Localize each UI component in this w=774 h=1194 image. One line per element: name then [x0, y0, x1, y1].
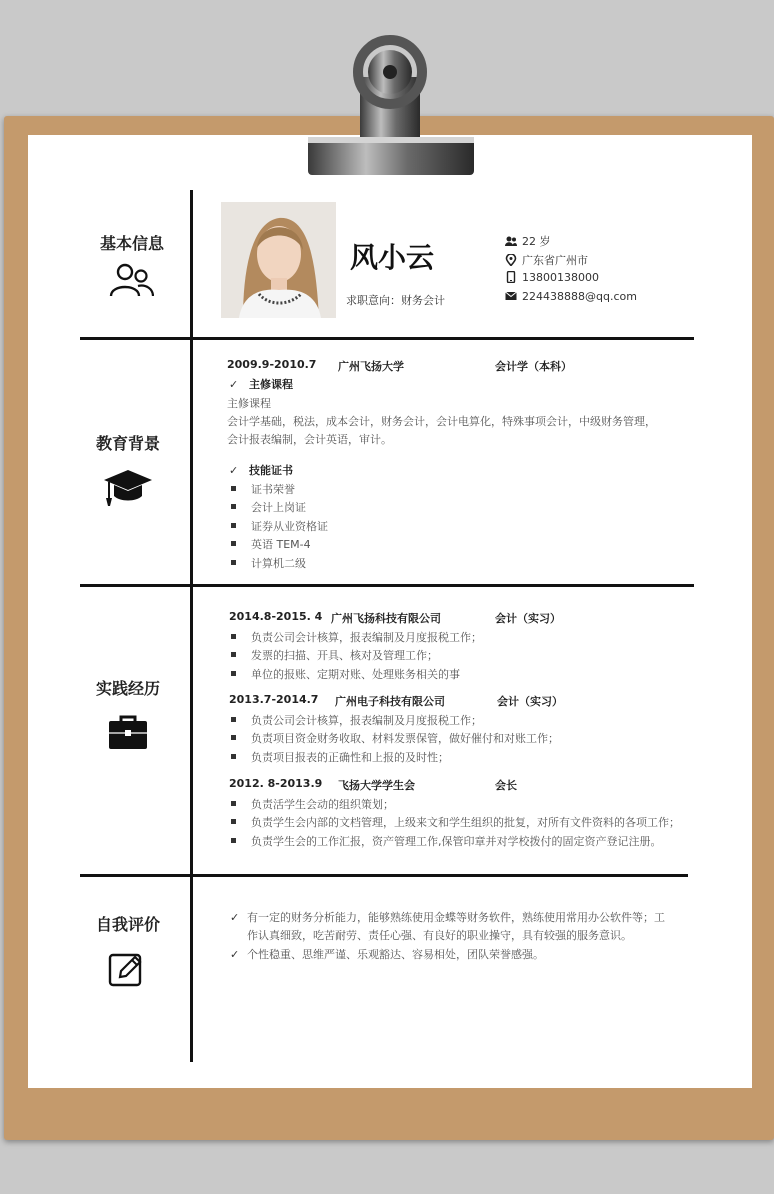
self-eval-line-3: 个性稳重、思维严谨、乐观豁达、容易相处，团队荣誉感强。	[247, 948, 544, 961]
job-company: 飞扬大学学生会	[338, 779, 415, 792]
contact-age	[505, 233, 551, 249]
job-role: 会长	[495, 779, 517, 792]
contact-phone	[505, 271, 599, 284]
envelope-icon	[505, 290, 517, 302]
job-company: 广州电子科技有限公司	[335, 695, 445, 708]
check-icon: ✓	[230, 948, 240, 961]
job-duty: 负责学生会内部的文档管理，上级来文和学生组织的批复，对所有文件资料的各项工作；	[231, 814, 680, 830]
contact-email	[505, 290, 637, 303]
edu-period: 2009.9-2010.7	[227, 358, 317, 371]
contact-location	[505, 252, 588, 268]
job-duty: 负责项目报表的正确性和上报的及时性；	[231, 749, 449, 765]
job-duty: 负责活学生会动的组织策划；	[231, 796, 394, 812]
job-duty: 负责学生会的工作汇报，资产管理工作,保管印章并对学校拨付的固定资产登记注册。	[231, 833, 662, 849]
skill-item: 英语 TEM-4	[231, 536, 311, 552]
self-eval-item-1	[230, 909, 665, 925]
job-duty: 单位的报账、定期对账、处理账务相关的事	[231, 666, 460, 682]
divider-basic	[80, 337, 694, 340]
job-duty: 发票的扫描、开具、核对及管理工作；	[231, 647, 438, 663]
courses-line-2: 会计报表编制，会计英语，审计。	[227, 433, 392, 446]
job-role: 会计（实习）	[497, 695, 563, 708]
courses-heading	[229, 376, 293, 392]
skills-title: 技能证书	[249, 464, 293, 477]
section-title-education: 教育背景	[96, 434, 161, 453]
candidate-name: 风小云	[350, 241, 435, 274]
divider-vertical	[190, 190, 193, 1062]
skills-heading	[229, 462, 293, 478]
job-duty: 负责公司会计核算，报表编制及月度报税工作；	[231, 629, 482, 645]
email-text: 224438888@qq.com	[522, 290, 637, 303]
check-icon: ✓	[229, 464, 239, 477]
self-eval-line-1: 有一定的财务分析能力，能够熟练使用金蝶等财务软件，熟练使用常用办公软件等；工	[247, 911, 665, 924]
location-text: 广东省广州市	[522, 254, 588, 267]
job-duty: 负责项目资金财务收取、材料发票保管，做好催付和对账工作；	[231, 730, 559, 746]
check-icon: ✓	[230, 911, 240, 924]
skill-item: 证券从业资格证	[231, 518, 328, 534]
courses-label: 主修课程	[227, 397, 271, 410]
edit-note-icon	[108, 951, 144, 987]
age-text: 22 岁	[522, 235, 551, 248]
job-role: 会计（实习）	[495, 612, 561, 625]
job-period: 2013.7-2014.7	[229, 693, 319, 706]
courses-line-1: 会计学基础，税法，成本会计，财务会计，会计电算化，特殊事项会计，中级财务管理，	[227, 415, 656, 428]
phone-text: 13800138000	[522, 271, 599, 284]
skill-item: 证书荣誉	[231, 481, 295, 497]
courses-title: 主修课程	[249, 378, 293, 391]
skill-item: 计算机二级	[231, 555, 306, 571]
self-eval-line-2: 作认真细致，吃苦耐劳、责任心强、有良好的职业操守，具有较强的服务意识。	[247, 929, 632, 942]
self-eval-item-2	[230, 946, 544, 962]
section-title-basic: 基本信息	[100, 234, 165, 253]
location-pin-icon	[505, 254, 517, 266]
job-duty: 负责公司会计核算，报表编制及月度报税工作；	[231, 712, 482, 728]
binder-clip-icon	[300, 22, 480, 177]
mobile-phone-icon	[505, 271, 517, 283]
briefcase-icon	[108, 714, 148, 750]
job-intent: 求职意向：财务会计	[346, 294, 445, 307]
people-icon	[505, 235, 517, 247]
section-title-self: 自我评价	[96, 915, 161, 934]
edu-school: 广州飞扬大学	[338, 360, 404, 373]
check-icon: ✓	[229, 378, 239, 391]
user-group-icon	[108, 262, 154, 298]
divider-education	[80, 584, 694, 587]
job-period: 2012. 8-2013.9	[229, 777, 323, 790]
profile-photo	[221, 202, 336, 318]
edu-major: 会计学（本科）	[495, 360, 572, 373]
skill-item: 会计上岗证	[231, 499, 306, 515]
job-company: 广州飞扬科技有限公司	[331, 612, 441, 625]
section-title-practice: 实践经历	[96, 679, 161, 698]
graduation-cap-icon	[102, 468, 154, 508]
divider-practice	[80, 874, 688, 877]
job-period: 2014.8-2015. 4	[229, 610, 323, 623]
